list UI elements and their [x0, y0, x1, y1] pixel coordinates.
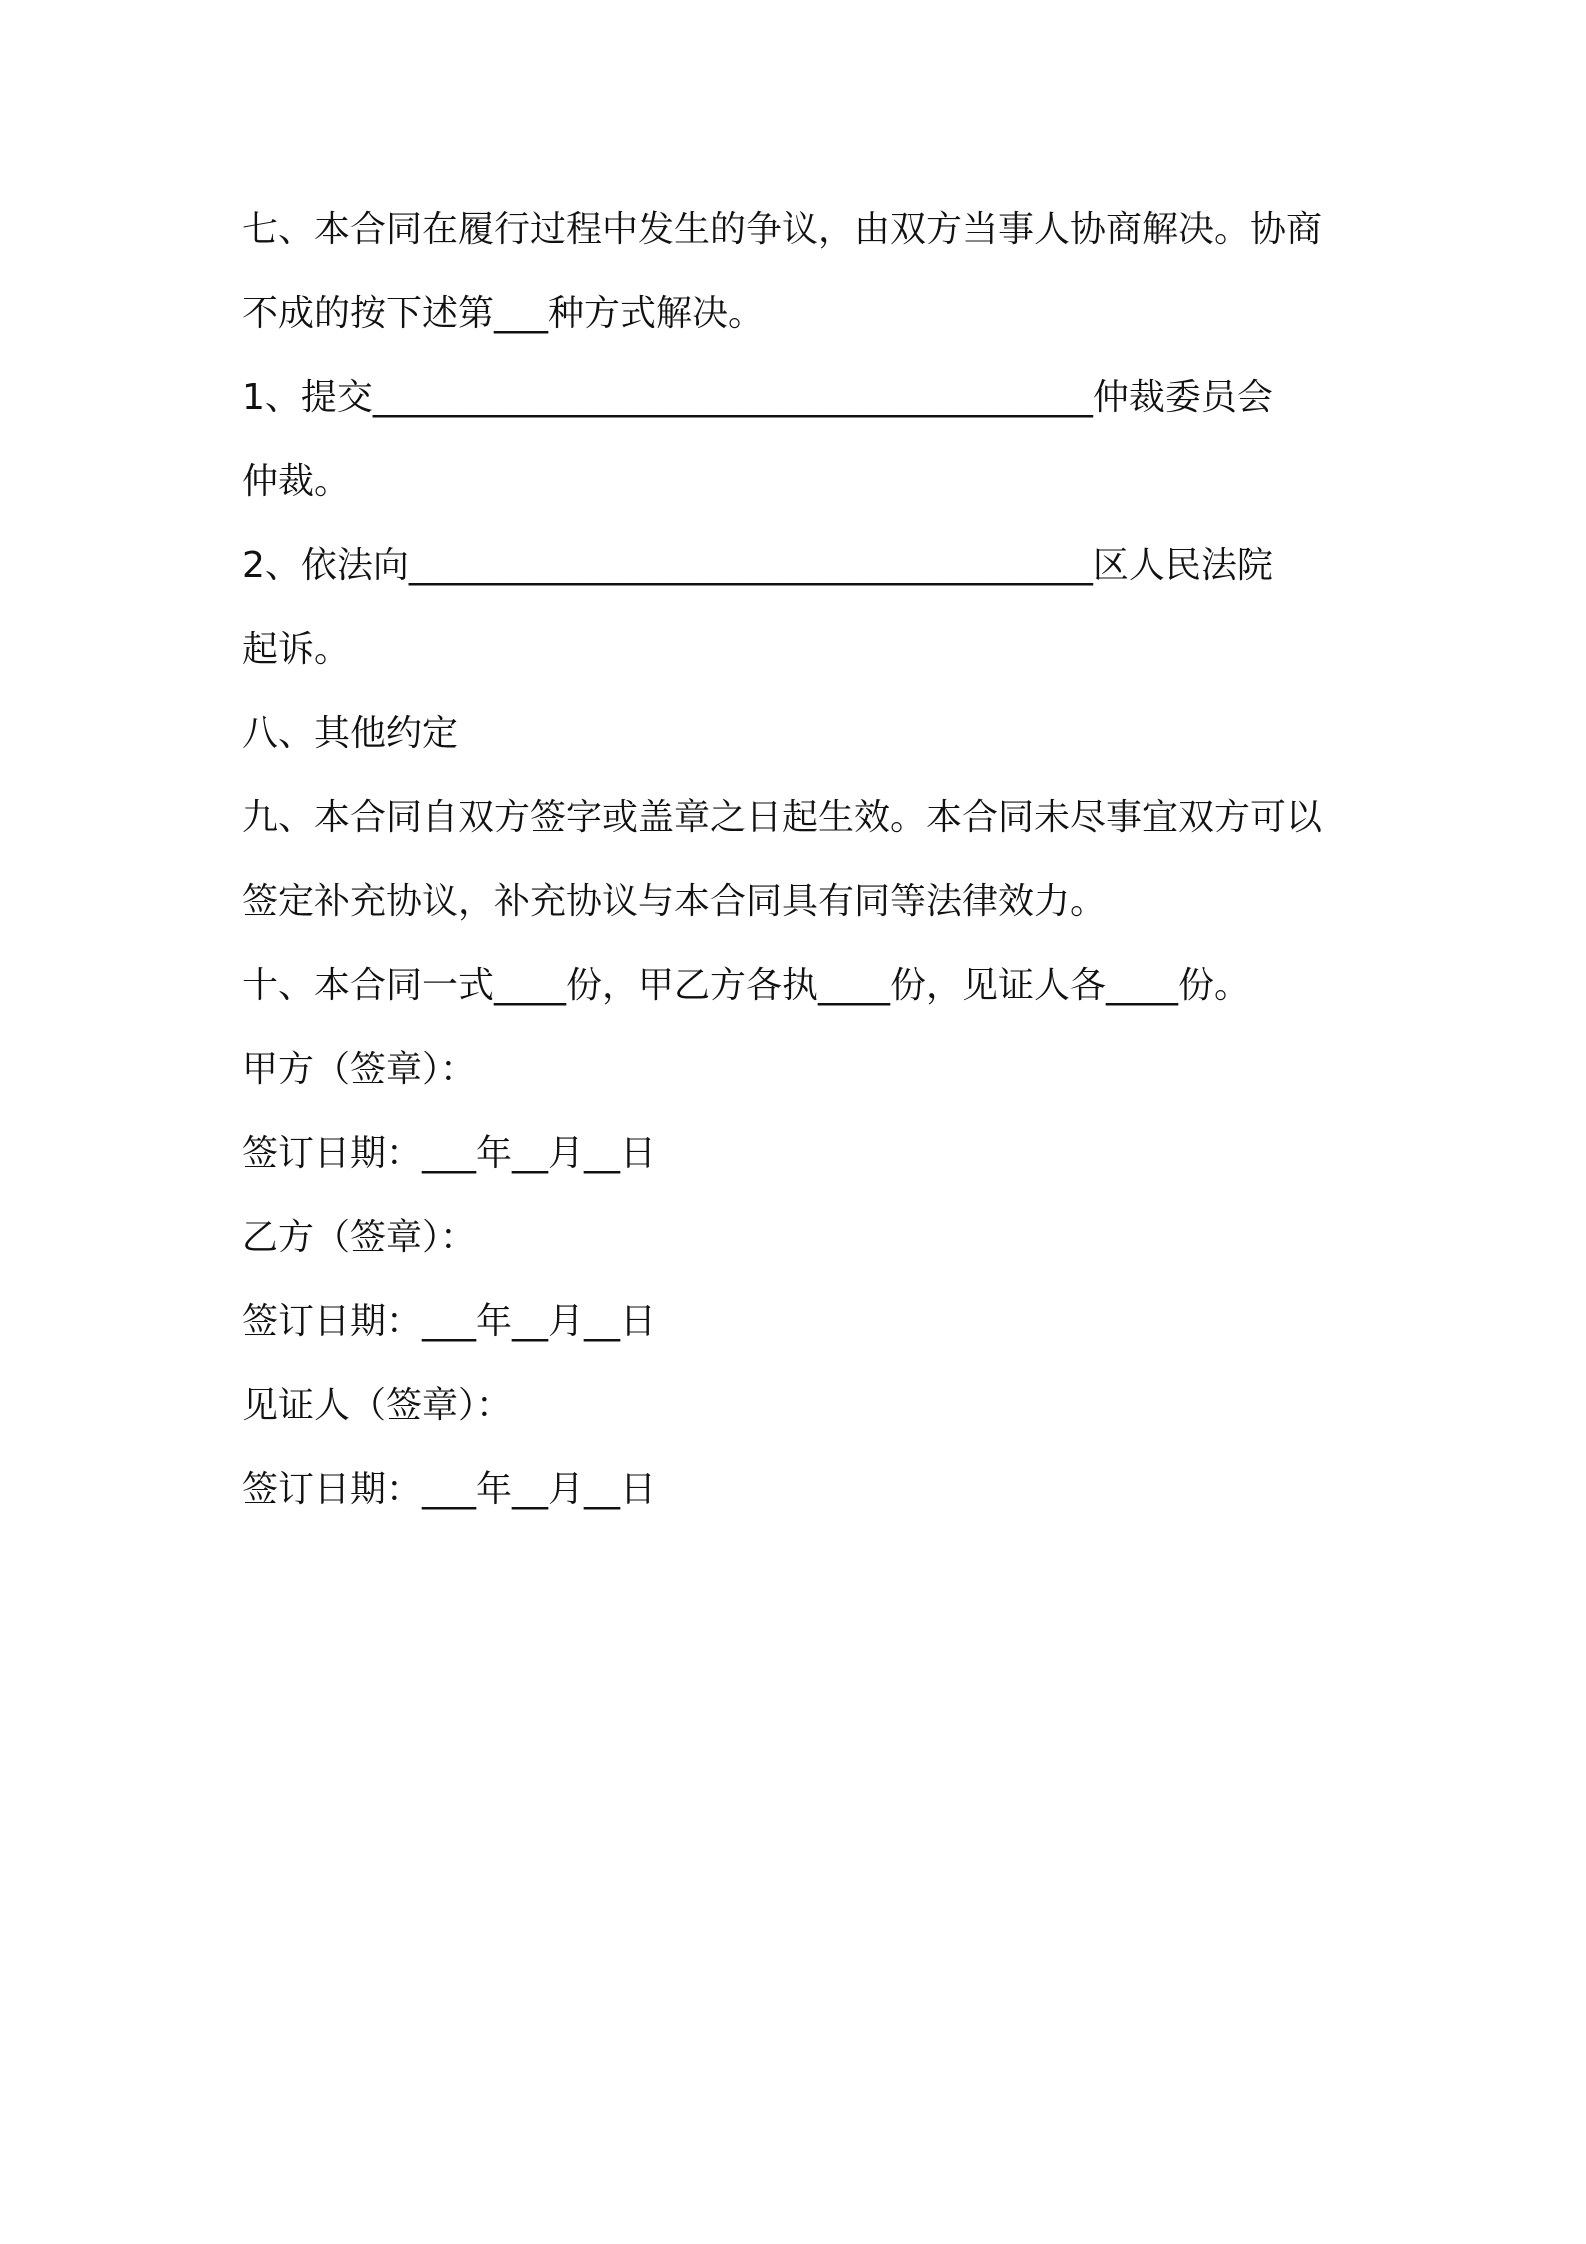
- clause-8-heading: 八、其他约定: [242, 713, 459, 754]
- clause-9-line-2: 签定补充协议，补充协议与本合同具有同等法律效力。: [242, 881, 1107, 922]
- party-b-sign-date: 签订日期：___年__月__日: [242, 1301, 657, 1342]
- document-body: [242, 202, 1362, 1546]
- witness-sign-date: 签订日期：___年__月__日: [242, 1469, 657, 1510]
- clause-10-line: 十、本合同一式____份，甲乙方各执____份，见证人各____份。: [242, 965, 1251, 1006]
- party-b-signature-label: 乙方（签章）：: [242, 1217, 477, 1258]
- witness-signature-label: 见证人（签章）：: [242, 1385, 513, 1426]
- option-1-line-2: 仲裁。: [242, 461, 351, 502]
- party-a-sign-date: 签订日期：___年__月__日: [242, 1133, 657, 1174]
- clause-9-line-1: 九、本合同自双方签字或盖章之日起生效。本合同未尽事宜双方可以: [242, 797, 1323, 838]
- option-1-line-1: 1、提交________________________________________仲裁委员会: [242, 377, 1273, 418]
- clause-7-line-2: 不成的按下述第___种方式解决。: [242, 293, 765, 334]
- clause-7-line-1: 七、本合同在履行过程中发生的争议，由双方当事人协商解决。协商: [242, 209, 1323, 250]
- option-2-line-1: 2、依法向______________________________________区人民法院: [242, 545, 1273, 586]
- option-2-line-2: 起诉。: [242, 629, 351, 670]
- party-a-signature-label: 甲方（签章）：: [242, 1049, 477, 1090]
